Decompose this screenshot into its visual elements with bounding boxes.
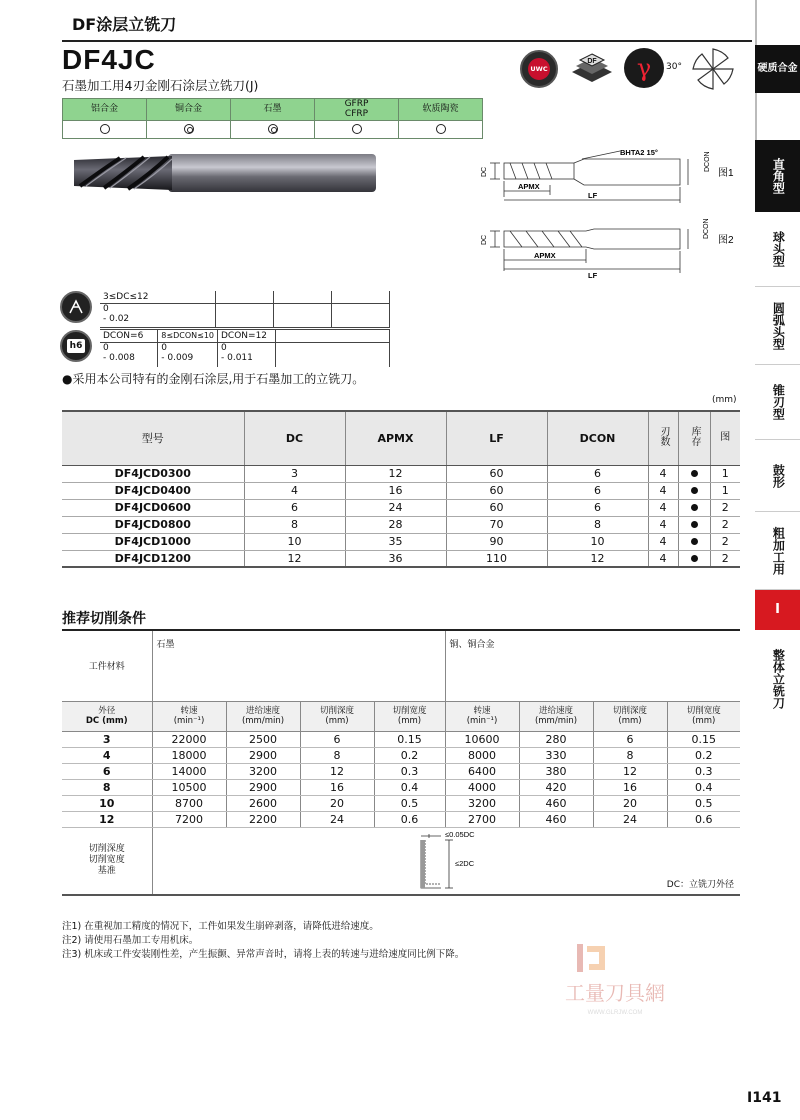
dc-cell: 10 [62, 795, 152, 811]
basis-line: 切削深度 [88, 843, 125, 854]
condition-cell: 7200 [152, 811, 226, 827]
header-l1: 进给速度 [538, 705, 573, 716]
depth-header [300, 701, 374, 731]
product-description: ●采用本公司特有的金刚石涂层,用于石墨加工的立铣刀。 [62, 372, 365, 386]
sidebar-tab-section-i[interactable] [755, 590, 800, 630]
model-code-cell: DF4JCD0400 [62, 482, 244, 499]
condition-cell: 14000 [152, 763, 226, 779]
sidebar-tab-carbide[interactable] [755, 45, 800, 93]
condition-cell: 3200 [226, 763, 300, 779]
rpm-header [445, 701, 519, 731]
dc-cell: 12 [62, 811, 152, 827]
sidebar-tab-solid-endmill [755, 634, 800, 724]
condition-cell: 10500 [152, 779, 226, 795]
recommend-title: 推荐切削条件 [62, 611, 146, 627]
in-stock-dot-icon [691, 504, 698, 511]
empty-cell [216, 304, 274, 328]
spec-cell: 4 [244, 482, 345, 499]
material-rating [315, 121, 399, 139]
condition-cell: 2700 [445, 811, 519, 827]
spec-cell [678, 533, 710, 550]
spec-cell: 16 [345, 482, 446, 499]
header-l2: (mm) [618, 716, 642, 726]
condition-cell: 16 [300, 779, 374, 795]
in-stock-dot-icon [691, 487, 698, 494]
dc-label: DC [481, 166, 488, 177]
material-header: 石墨 [231, 99, 315, 121]
basis-diagram-cell [152, 827, 740, 895]
spec-cell: 10 [244, 533, 345, 550]
spec-cell: 6 [547, 465, 648, 482]
spec-cell: 4 [648, 533, 678, 550]
condition-cell: 6 [593, 731, 667, 747]
dc-tolerance-table [100, 291, 390, 328]
condition-cell: 2200 [226, 811, 300, 827]
condition-cell: 8 [300, 747, 374, 763]
model-code-cell: DF4JCD0600 [62, 499, 244, 516]
condition-cell: 0.5 [374, 795, 445, 811]
material-rating [399, 121, 483, 139]
dc-cell: 4 [62, 747, 152, 763]
good-circle-icon [436, 124, 446, 134]
sidebar-tab-label: 粗加工用 [771, 526, 786, 575]
sidebar-tab-label: 鼓形 [771, 463, 786, 488]
note-item: 注1) 在重视加工精度的情况下，工件如果发生崩碎剥落，请降低进给速度。 [62, 921, 379, 932]
note-item: 注3) 机床或工件安装刚性差，产生振颤、异常声音时，请将上表的转速与进给速度同比例下降。 [62, 948, 465, 960]
header-label: 刃数 [658, 426, 669, 447]
sidebar-tab-label: I [775, 601, 780, 617]
spec-cell: 2 [710, 499, 740, 516]
dcon-tolerance [158, 343, 218, 367]
feed-header [226, 701, 300, 731]
spec-cell [678, 550, 710, 567]
header-label: 库存 [689, 426, 700, 447]
sidebar-tab-taper[interactable] [755, 365, 800, 440]
unit-label: (mm) [712, 395, 737, 405]
category-title: DF涂层立铣刀 [72, 15, 177, 34]
material-header: GFRP CFRP [315, 99, 399, 121]
feed-header [519, 701, 593, 731]
spec-cell: 12 [244, 550, 345, 567]
spec-cell: 6 [244, 499, 345, 516]
basis-depth-label: ≤2DC [454, 858, 474, 868]
condition-cell: 0.2 [374, 747, 445, 763]
material-rating [231, 121, 315, 139]
condition-row [62, 747, 740, 763]
dc-cell: 3 [62, 731, 152, 747]
empty-cell [274, 304, 332, 328]
sidebar-tab-label: 球头型 [771, 231, 786, 267]
condition-cell: 0.5 [667, 795, 740, 811]
dc-header [62, 701, 152, 731]
header-l2: (mm) [325, 716, 349, 726]
spec-cell: 2 [710, 533, 740, 550]
good-circle-icon [100, 124, 110, 134]
rpm-header [152, 701, 226, 731]
condition-cell: 16 [593, 779, 667, 795]
model-code-cell: DF4JCD1200 [62, 550, 244, 567]
header-l1: 切削深度 [612, 705, 647, 716]
excellent-double-circle-icon [268, 124, 278, 134]
header-l2: (min⁻¹) [466, 716, 498, 726]
condition-row [62, 795, 740, 811]
header-l1: 进给速度 [245, 705, 280, 716]
spec-header-stock [678, 411, 710, 465]
condition-cell: 6 [300, 731, 374, 747]
material-header: 铜合金 [147, 99, 231, 121]
condition-cell: 12 [593, 763, 667, 779]
header-l1: 转速 [473, 705, 491, 716]
tol-lower: - 0.008 [103, 352, 135, 363]
spec-cell [678, 516, 710, 533]
tool-photo [72, 150, 382, 200]
condition-cell: 12 [300, 763, 374, 779]
tol-upper: 0 [103, 343, 109, 353]
tol-lower: - 0.011 [221, 352, 253, 363]
excellent-double-circle-icon [184, 124, 194, 134]
condition-cell: 330 [519, 747, 593, 763]
condition-cell: 460 [519, 811, 593, 827]
condition-cell: 4000 [445, 779, 519, 795]
model-code-cell: DF4JCD0300 [62, 465, 244, 482]
dc-note: DC：立铣刀外径 [666, 880, 734, 890]
df-coating-icon [570, 52, 614, 86]
material-rating [63, 121, 147, 139]
condition-cell: 0.3 [667, 763, 740, 779]
empty-cell [332, 304, 390, 328]
spec-cell: 4 [648, 499, 678, 516]
spec-header-model: 型号 [62, 411, 244, 465]
sidebar-tab-square[interactable] [755, 140, 800, 212]
dc-cell: 8 [62, 779, 152, 795]
model-title: DF4JC [62, 44, 156, 75]
spec-cell: 110 [446, 550, 547, 567]
spec-header-dcon: DCON [547, 411, 648, 465]
condition-cell: 8000 [445, 747, 519, 763]
sidebar-tab-ball[interactable] [755, 212, 800, 287]
basis-line: 切削宽度 [88, 855, 125, 866]
spec-cell: 24 [345, 499, 446, 516]
note-item: 注2) 请使用石墨加工专用机床。 [62, 934, 199, 946]
dc-range: 3≤DC≤12 [100, 291, 216, 304]
spec-cell: 4 [648, 516, 678, 533]
condition-cell: 18000 [152, 747, 226, 763]
material-suitability-table [62, 98, 483, 139]
header-l1: 转速 [180, 705, 198, 716]
uwc-badge-icon [520, 50, 558, 88]
sidebar-tab-barrel[interactable] [755, 440, 800, 512]
condition-cell: 24 [593, 811, 667, 827]
apmx-label: APMX [518, 182, 540, 191]
dc-label: DC [481, 234, 488, 245]
gamma-icon: γ [624, 48, 664, 88]
header-l2: (min⁻¹) [173, 716, 205, 726]
condition-cell: 20 [300, 795, 374, 811]
condition-row [62, 779, 740, 795]
dc-cell: 6 [62, 763, 152, 779]
spec-cell: 2 [710, 550, 740, 567]
watermark-url: WWW.GLRJW.COM [587, 1010, 643, 1016]
spec-cell: 3 [244, 465, 345, 482]
condition-cell: 0.15 [667, 731, 740, 747]
figure-1-label: 图1 [718, 168, 734, 179]
material-header: 铝合金 [63, 99, 147, 121]
bhta-label: BHTA2 15° [620, 148, 658, 157]
condition-cell: 0.3 [374, 763, 445, 779]
spec-row [62, 465, 740, 482]
empty-cell [216, 291, 274, 304]
model-subtitle: 石墨加工用4刃金刚石涂层立铣刀(J) [62, 78, 259, 93]
condition-cell: 0.6 [667, 811, 740, 827]
condition-cell: 0.6 [374, 811, 445, 827]
condition-cell: 0.15 [374, 731, 445, 747]
condition-cell: 380 [519, 763, 593, 779]
condition-row [62, 731, 740, 747]
spec-cell: 36 [345, 550, 446, 567]
condition-cell: 10600 [445, 731, 519, 747]
empty-cell [275, 343, 389, 367]
condition-cell: 0.2 [667, 747, 740, 763]
workpiece-label: 工件材料 [88, 662, 125, 673]
cutting-conditions-table [62, 631, 740, 896]
spec-header-apmx: APMX [345, 411, 446, 465]
spec-cell: 8 [547, 516, 648, 533]
condition-cell: 2600 [226, 795, 300, 811]
section-sidebar [755, 0, 800, 1120]
dcon-header: DCON=12 [218, 330, 276, 343]
spec-cell: 1 [710, 482, 740, 499]
header-l1: 切削宽度 [392, 705, 427, 716]
header-l2: (mm/min) [534, 716, 578, 726]
uwc-badge-label: UWC [528, 58, 550, 80]
four-flute-end-view-icon [690, 46, 736, 92]
sidebar-tab-label: 硬质合金 [757, 63, 798, 75]
in-stock-dot-icon [691, 470, 698, 477]
condition-cell: 2500 [226, 731, 300, 747]
watermark-logo [525, 940, 705, 1020]
spec-row [62, 516, 740, 533]
spec-cell: 6 [547, 482, 648, 499]
spec-cell [678, 465, 710, 482]
condition-cell: 8700 [152, 795, 226, 811]
spec-cell: 1 [710, 465, 740, 482]
helix-angle-label: 30° [666, 62, 682, 72]
sidebar-tab-label: 直角型 [771, 158, 786, 194]
figure-2-label: 图2 [718, 235, 734, 246]
spec-cell [678, 482, 710, 499]
material-header: 软质陶瓷 [399, 99, 483, 121]
sidebar-tab-radius[interactable] [755, 287, 800, 365]
model-code-cell: DF4JCD1000 [62, 533, 244, 550]
spec-row [62, 550, 740, 567]
condition-cell: 6400 [445, 763, 519, 779]
width-header [667, 701, 740, 731]
cutter-diameter-tolerance-icon [60, 291, 92, 323]
in-stock-dot-icon [691, 555, 698, 562]
basis-width-label: ≤0.05DC [444, 829, 475, 839]
condition-cell: 2900 [226, 779, 300, 795]
spec-cell: 6 [547, 499, 648, 516]
dimension-diagram [470, 145, 750, 280]
spec-cell: 2 [710, 516, 740, 533]
spec-cell: 60 [446, 465, 547, 482]
empty-cell [332, 291, 390, 304]
shank-tolerance-icon [60, 330, 92, 362]
spec-cell: 8 [244, 516, 345, 533]
model-code-cell: DF4JCD0800 [62, 516, 244, 533]
tol-lower: - 0.02 [103, 313, 130, 324]
condition-cell: 420 [519, 779, 593, 795]
condition-cell: 24 [300, 811, 374, 827]
condition-cell: 0.4 [667, 779, 740, 795]
spec-cell: 12 [547, 550, 648, 567]
header-l1: 切削宽度 [686, 705, 721, 716]
material-copper: 铜、铜合金 [445, 631, 740, 701]
good-circle-icon [352, 124, 362, 134]
basis-line: 基准 [97, 866, 116, 877]
lf-label: LF [588, 271, 598, 280]
header-l2: (mm) [397, 716, 422, 726]
depth-header [593, 701, 667, 731]
in-stock-dot-icon [691, 521, 698, 528]
dc-header-label: 外径 [98, 705, 116, 716]
condition-cell: 2900 [226, 747, 300, 763]
spec-cell: 35 [345, 533, 446, 550]
page-number: I141 [747, 1090, 782, 1106]
apmx-label: APMX [534, 251, 556, 260]
lf-label: LF [588, 191, 598, 200]
condition-cell: 22000 [152, 731, 226, 747]
dcon-tolerance-table [100, 329, 390, 367]
spec-cell: 10 [547, 533, 648, 550]
spec-table [62, 410, 740, 568]
spec-cell: 90 [446, 533, 547, 550]
dcon-label: DCON [703, 218, 710, 239]
spec-header-dc: DC [244, 411, 345, 465]
spec-header-lf: LF [446, 411, 547, 465]
header-l1: 切削深度 [319, 705, 354, 716]
material-graphite: 石墨 [152, 631, 445, 701]
empty-cell [275, 330, 389, 343]
dcon-header: 8≤DCON≤10 [158, 330, 218, 343]
spec-cell: 60 [446, 499, 547, 516]
dcon-tolerance [100, 343, 158, 367]
sidebar-tab-label: 锥刃型 [771, 384, 786, 420]
empty-cell [274, 291, 332, 304]
condition-row [62, 763, 740, 779]
condition-cell: 3200 [445, 795, 519, 811]
sidebar-tab-label: 圆弧头型 [771, 301, 786, 350]
sidebar-tab-label: 整体立铣刀 [771, 649, 786, 709]
tol-lower: - 0.009 [161, 352, 194, 363]
condition-cell: 20 [593, 795, 667, 811]
dc-tolerance [100, 304, 216, 328]
watermark-text: 工量刀具網 [565, 981, 665, 1005]
spec-cell: 4 [648, 465, 678, 482]
width-header [374, 701, 445, 731]
spec-cell: 4 [648, 550, 678, 567]
dc-header-unit: DC (mm) [85, 716, 128, 726]
spec-header-figure: 图 [710, 411, 740, 465]
spec-cell: 70 [446, 516, 547, 533]
h6-label: h6 [67, 339, 85, 353]
spec-header-flutes [648, 411, 678, 465]
spec-row [62, 533, 740, 550]
condition-cell: 460 [519, 795, 593, 811]
header-l2: (mm/min) [241, 716, 285, 726]
condition-cell: 8 [593, 747, 667, 763]
spec-cell: 60 [446, 482, 547, 499]
tol-upper: 0 [161, 343, 168, 353]
flute-icon [66, 297, 86, 317]
header-divider [62, 40, 752, 42]
material-rating [147, 121, 231, 139]
condition-cell: 280 [519, 731, 593, 747]
tol-upper: 0 [103, 304, 109, 314]
df-badge-label: DF [587, 58, 597, 65]
spec-cell: 28 [345, 516, 446, 533]
cut-depth-width-diagram [411, 830, 531, 892]
notes [62, 920, 464, 961]
spec-cell: 4 [648, 482, 678, 499]
spec-row [62, 482, 740, 499]
header-l2: (mm) [692, 716, 716, 726]
tol-upper: 0 [221, 343, 227, 353]
dcon-header: DCON=6 [100, 330, 158, 343]
condition-cell: 0.4 [374, 779, 445, 795]
sidebar-tab-roughing[interactable] [755, 512, 800, 590]
dcon-label: DCON [704, 151, 711, 172]
dcon-tolerance [218, 343, 276, 367]
spec-cell [678, 499, 710, 516]
in-stock-dot-icon [691, 538, 698, 545]
spec-cell: 12 [345, 465, 446, 482]
basis-label [62, 827, 152, 895]
spec-row [62, 499, 740, 516]
condition-row [62, 811, 740, 827]
